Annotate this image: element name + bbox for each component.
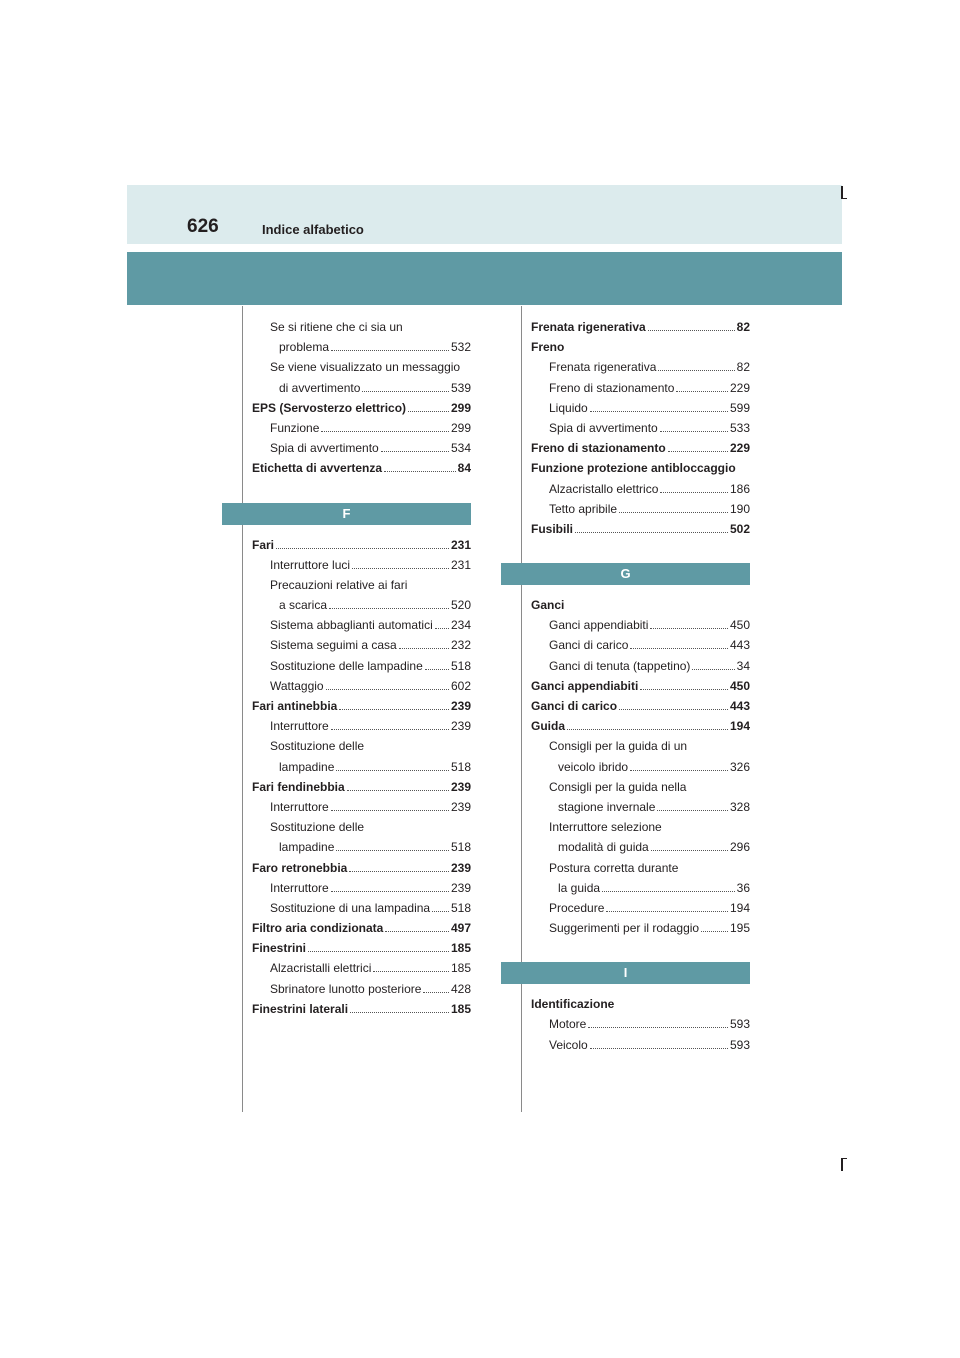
dot-leader: [630, 648, 728, 649]
entry-text: Fari antinebbia: [252, 699, 338, 713]
entry-page-number: 231: [450, 537, 471, 552]
index-subentry[interactable]: [531, 898, 750, 918]
index-subentry[interactable]: [252, 555, 471, 575]
entry-text: Procedure: [549, 900, 605, 915]
header-band: [127, 185, 842, 244]
entry-text: di avvertimento: [279, 380, 361, 395]
dot-leader: [660, 492, 728, 493]
entry-page-number: 328: [729, 799, 750, 814]
entry-text: Interruttore: [270, 799, 329, 814]
index-column-right: [531, 317, 750, 1055]
entry-page-number: 239: [450, 779, 471, 794]
entry-page-number: 36: [736, 880, 750, 895]
entry-text: Motore: [549, 1017, 587, 1032]
entry-text: Guida: [531, 719, 566, 734]
index-subentry: [531, 777, 750, 797]
entry-text: Spia di avvertimento: [549, 420, 658, 435]
index-entry[interactable]: [252, 777, 471, 797]
section-gap: [531, 539, 750, 563]
dot-leader: [676, 391, 728, 392]
entry-text: lampadine: [279, 840, 335, 855]
entry-text: Interruttore: [270, 719, 329, 734]
entry-text: EPS (Servosterzo elettrico): [252, 400, 407, 415]
entry-page-number: 450: [729, 618, 750, 633]
entry-page-number: 82: [736, 360, 750, 375]
entry-text: Consigli per la guida di un: [549, 739, 688, 754]
index-entry[interactable]: [531, 676, 750, 696]
index-subentry[interactable]: [531, 1035, 750, 1055]
index-entry[interactable]: [531, 696, 750, 716]
dot-leader: [567, 729, 728, 730]
index-subentry[interactable]: [531, 357, 750, 377]
entry-text: Faro retronebbia: [252, 860, 348, 875]
dot-leader: [425, 669, 449, 670]
section-gap: [531, 984, 750, 994]
crop-mark-bottom: [841, 1158, 843, 1171]
entry-text: modalità di guida: [558, 840, 649, 855]
section-gap: [531, 938, 750, 962]
index-subentry[interactable]: [252, 898, 471, 918]
crop-mark-top: [841, 186, 843, 199]
entry-text: veicolo ibrido: [558, 759, 629, 774]
entry-text: Fusibili: [531, 521, 573, 536]
index-subentry[interactable]: [252, 979, 471, 999]
entry-page-number: 443: [729, 699, 750, 713]
dot-leader: [336, 770, 449, 771]
entry-text: Funzione protezione antibloccaggio: [531, 461, 736, 476]
entry-page-number: 599: [729, 400, 750, 415]
dot-leader: [352, 568, 449, 569]
index-subentry[interactable]: [531, 479, 750, 499]
index-subentry[interactable]: [531, 837, 750, 857]
entry-page-number: 539: [450, 380, 471, 395]
dot-leader: [321, 431, 449, 432]
entry-text: Ganci appendiabiti: [531, 678, 639, 693]
entry-page-number: 194: [729, 719, 750, 734]
index-subentry[interactable]: [531, 499, 750, 519]
entry-text: Se viene visualizzato un messaggio: [270, 360, 461, 375]
dot-leader: [588, 1027, 728, 1028]
dot-leader: [331, 891, 449, 892]
entry-page-number: 593: [729, 1017, 750, 1032]
entry-text: Sostituzione di una lampadina: [270, 900, 431, 915]
entry-page-number: 593: [729, 1037, 750, 1052]
entry-page-number: 229: [729, 380, 750, 395]
index-subentry[interactable]: [531, 1014, 750, 1034]
dot-leader: [435, 628, 449, 629]
index-subentry[interactable]: [531, 398, 750, 418]
dot-leader: [349, 871, 449, 872]
entry-text: Frenata rigenerativa: [531, 320, 646, 334]
index-subentry: [252, 736, 471, 756]
dot-leader: [575, 532, 728, 533]
entry-page-number: 602: [450, 678, 471, 693]
dot-leader: [373, 971, 449, 972]
index-subentry[interactable]: [252, 656, 471, 676]
dot-leader: [651, 850, 728, 851]
index-subentry[interactable]: [252, 797, 471, 817]
index-subentry: [531, 817, 750, 837]
index-subentry[interactable]: [252, 757, 471, 777]
index-subentry[interactable]: [252, 595, 471, 615]
dot-leader: [381, 451, 449, 452]
entry-page-number: 520: [450, 598, 471, 613]
index-subentry[interactable]: [252, 958, 471, 978]
entry-text: Consigli per la guida nella: [549, 779, 687, 794]
entry-page-number: 518: [450, 759, 471, 774]
section-gap: [252, 479, 471, 503]
index-subentry[interactable]: [531, 615, 750, 635]
entry-text: Ganci di carico: [531, 699, 618, 713]
entry-text: Sostituzione delle: [270, 820, 365, 835]
dot-leader: [630, 770, 728, 771]
dot-leader: [423, 992, 449, 993]
dot-leader: [331, 350, 449, 351]
entry-text: Freno di stazionamento: [549, 380, 675, 395]
entry-page-number: 185: [450, 961, 471, 976]
index-subentry[interactable]: [252, 635, 471, 655]
index-subentry[interactable]: [531, 878, 750, 898]
entry-page-number: 195: [729, 921, 750, 936]
index-subentry[interactable]: [531, 757, 750, 777]
entry-page-number: 428: [450, 981, 471, 996]
dot-leader: [602, 891, 735, 892]
index-subentry[interactable]: [531, 918, 750, 938]
entry-text: Frenata rigenerativa: [549, 360, 657, 375]
index-subentry[interactable]: [252, 878, 471, 898]
dot-leader: [336, 850, 449, 851]
entry-text: Spia di avvertimento: [270, 441, 379, 456]
dot-leader: [701, 931, 728, 932]
entry-text: Sostituzione delle: [270, 739, 365, 754]
entry-page-number: 239: [450, 860, 471, 875]
index-subentry: [252, 357, 471, 377]
entry-text: Alzacristalli elettrici: [270, 961, 372, 976]
entry-page-number: 450: [729, 678, 750, 693]
index-entry[interactable]: [252, 858, 471, 878]
section-letter-i: I: [501, 962, 750, 984]
index-entry[interactable]: [252, 918, 471, 938]
entry-text: Ganci di tenuta (tappetino): [549, 658, 691, 673]
index-subentry[interactable]: [252, 837, 471, 857]
index-entry[interactable]: [252, 535, 471, 555]
dot-leader: [331, 810, 449, 811]
entry-text: Fari fendinebbia: [252, 779, 345, 794]
entry-page-number: 239: [450, 880, 471, 895]
dot-leader: [619, 512, 728, 513]
entry-page-number: 239: [450, 799, 471, 814]
dot-leader: [276, 548, 449, 549]
entry-page-number: 185: [450, 941, 471, 956]
index-column-left: [252, 317, 471, 1019]
dot-leader: [384, 471, 456, 472]
index-entry[interactable]: [531, 519, 750, 539]
entry-text: Finestrini: [252, 941, 307, 956]
index-subentry[interactable]: [252, 438, 471, 458]
index-subentry: [252, 317, 471, 337]
index-entry[interactable]: [531, 438, 750, 458]
dot-leader: [606, 911, 728, 912]
entry-text: Tetto apribile: [549, 501, 618, 516]
dot-leader: [619, 709, 728, 710]
entry-page-number: 518: [450, 658, 471, 673]
entry-text: Suggerimenti per il rodaggio: [549, 921, 700, 936]
entry-page-number: 194: [729, 900, 750, 915]
entry-page-number: 497: [450, 921, 471, 936]
dot-leader: [339, 709, 449, 710]
entry-text: Alzacristallo elettrico: [549, 481, 659, 496]
entry-page-number: 326: [729, 759, 750, 774]
section-gap: [252, 525, 471, 535]
entry-text: Identificazione: [531, 997, 615, 1012]
dot-leader: [692, 669, 734, 670]
column-rule-right: [521, 306, 522, 1112]
column-rule-left: [242, 306, 243, 1112]
dot-leader: [590, 1048, 728, 1049]
index-subentry[interactable]: [252, 418, 471, 438]
index-subentry[interactable]: [531, 797, 750, 817]
entry-text: lampadine: [279, 759, 335, 774]
entry-text: Interruttore luci: [270, 557, 351, 572]
entry-page-number: 190: [729, 501, 750, 516]
entry-page-number: 443: [729, 638, 750, 653]
dot-leader: [657, 810, 728, 811]
entry-text: Sistema seguimi a casa: [270, 638, 397, 653]
entry-page-number: 232: [450, 638, 471, 653]
dot-leader: [329, 608, 449, 609]
entry-page-number: 84: [457, 461, 471, 476]
entry-page-number: 186: [729, 481, 750, 496]
entry-text: Finestrini laterali: [252, 1001, 349, 1016]
entry-text: Funzione: [270, 420, 320, 435]
page-number: 626: [187, 216, 219, 237]
entry-text: Postura corretta durante: [549, 860, 679, 875]
dot-leader: [640, 689, 728, 690]
dot-leader: [347, 790, 449, 791]
index-entry[interactable]: [252, 458, 471, 478]
index-entry[interactable]: [252, 938, 471, 958]
entry-text: stagione invernale: [558, 799, 656, 814]
dot-leader: [331, 729, 449, 730]
entry-page-number: 534: [450, 441, 471, 456]
entry-text: Sbrinatore lunotto posteriore: [270, 981, 422, 996]
index-entry[interactable]: [252, 696, 471, 716]
index-entry: [531, 595, 750, 615]
entry-page-number: 518: [450, 840, 471, 855]
dot-leader: [350, 1012, 449, 1013]
header-color-bar: [127, 252, 842, 305]
entry-page-number: 239: [450, 699, 471, 713]
entry-page-number: 82: [736, 320, 750, 334]
entry-page-number: 296: [729, 840, 750, 855]
entry-text: Sostituzione delle lampadine: [270, 658, 423, 673]
dot-leader: [399, 648, 449, 649]
entry-text: Ganci appendiabiti: [549, 618, 649, 633]
index-subentry: [252, 817, 471, 837]
index-subentry: [531, 736, 750, 756]
page-title: Indice alfabetico: [262, 222, 364, 237]
entry-text: Filtro aria condizionata: [252, 921, 384, 936]
entry-text: a scarica: [279, 598, 328, 613]
entry-text: Ganci: [531, 598, 565, 613]
index-subentry[interactable]: [252, 676, 471, 696]
entry-text: Freno: [531, 340, 565, 355]
dot-leader: [432, 911, 449, 912]
index-subentry[interactable]: [531, 656, 750, 676]
index-entry[interactable]: [252, 398, 471, 418]
dot-leader: [660, 431, 728, 432]
entry-text: Se si ritiene che ci sia un: [270, 320, 403, 334]
entry-text: Veicolo: [549, 1037, 588, 1052]
section-letter-f: F: [222, 503, 471, 525]
index-subentry[interactable]: [252, 378, 471, 398]
section-gap: [531, 585, 750, 595]
dot-leader: [385, 931, 449, 932]
index-subentry[interactable]: [252, 337, 471, 357]
entry-page-number: 299: [450, 420, 471, 435]
index-entry[interactable]: [531, 317, 750, 337]
entry-text: la guida: [558, 880, 601, 895]
dot-leader: [650, 628, 728, 629]
entry-page-number: 239: [450, 719, 471, 734]
entry-text: problema: [279, 340, 330, 355]
entry-text: Interruttore: [270, 880, 329, 895]
entry-page-number: 231: [450, 557, 471, 572]
index-subentry[interactable]: [252, 716, 471, 736]
dot-leader: [590, 411, 728, 412]
index-entry: [531, 337, 750, 357]
entry-text: Etichetta di avvertenza: [252, 461, 383, 476]
entry-page-number: 34: [736, 658, 750, 673]
index-entry[interactable]: [531, 716, 750, 736]
section-letter-g: G: [501, 563, 750, 585]
index-subentry: [531, 858, 750, 878]
dot-leader: [648, 330, 735, 331]
entry-page-number: 229: [729, 441, 750, 456]
index-subentry[interactable]: [252, 615, 471, 635]
index-subentry[interactable]: [531, 635, 750, 655]
entry-page-number: 532: [450, 340, 471, 355]
entry-text: Fari: [252, 537, 275, 552]
entry-page-number: 234: [450, 618, 471, 633]
index-subentry: [252, 575, 471, 595]
entry-page-number: 533: [729, 420, 750, 435]
dot-leader: [326, 689, 449, 690]
entry-page-number: 518: [450, 900, 471, 915]
entry-text: Wattaggio: [270, 678, 324, 693]
dot-leader: [668, 451, 728, 452]
entry-page-number: 502: [729, 521, 750, 536]
entry-text: Freno di stazionamento: [531, 441, 666, 456]
dot-leader: [362, 391, 449, 392]
index-entry: [531, 458, 750, 478]
index-subentry[interactable]: [531, 418, 750, 438]
index-subentry[interactable]: [531, 378, 750, 398]
entry-text: Interruttore selezione: [549, 820, 662, 835]
dot-leader: [408, 411, 449, 412]
entry-text: Sistema abbaglianti automatici: [270, 618, 433, 633]
index-entry[interactable]: [252, 999, 471, 1019]
dot-leader: [308, 951, 449, 952]
entry-page-number: 299: [450, 400, 471, 415]
entry-text: Ganci di carico: [549, 638, 629, 653]
index-entry: [531, 994, 750, 1014]
entry-page-number: 185: [450, 1001, 471, 1016]
dot-leader: [658, 370, 734, 371]
entry-text: Liquido: [549, 400, 588, 415]
entry-text: Precauzioni relative ai fari: [270, 577, 408, 592]
